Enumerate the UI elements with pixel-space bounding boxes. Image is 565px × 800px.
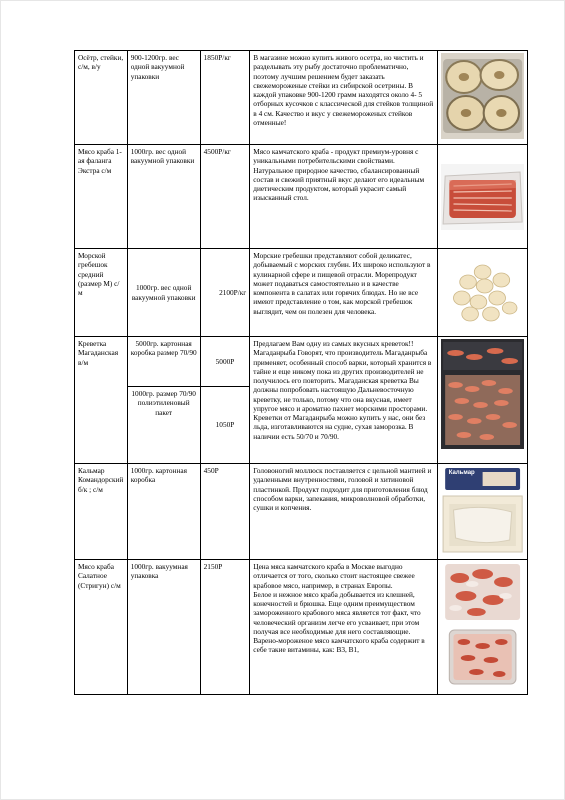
product-price: 1850Р/кг <box>200 51 250 145</box>
product-image-cell <box>437 560 527 695</box>
product-description: Морские гребешки представляют собой деликатес, добываемый с морских глубин. Их широко используют в кулинарной сфере и пищевой отрасли. Морепродукт может подаваться самостоятельно и в качестве компонента в салатах или горячих блюдах. Но не все имеют представление о том, как морской гребешок выглядит, чем он полезен для человека. <box>250 249 437 337</box>
product-price: 5000Р <box>200 337 250 387</box>
product-price: 2100Р/кг <box>200 249 250 337</box>
table-row <box>75 51 528 145</box>
product-image-cell <box>437 145 527 249</box>
product-price: 4500Р/кг <box>200 145 250 249</box>
product-name: Осётр, стейки, с/м, в/у <box>75 51 128 145</box>
squid-box-photo <box>441 466 524 554</box>
product-price: 450Р <box>200 464 250 560</box>
product-image-cell <box>437 337 527 464</box>
product-description: Предлагаем Вам одну из самых вкусных креветок!! Магаданрыба Говорят, что производитель Магаданрыба применяет, особенный способ варки, который хранится в тайне и еще никому пока из других производителей не получилось его повторить. Магаданская креветка Вы должны попробовать настоящую Дальневосточную креветку, не только, потому что она вкусная, имеет упругое мясо и ароматно пахнет морскими просторами. Креветки от Магаданрыба можно купить у нас, они без льда, изготавливаются на судне, сухая заморозка. В наличии есть 50/70 и 70/90. <box>250 337 437 464</box>
product-pack: 1000гр. вес одной вакуумной упаковки <box>127 145 200 249</box>
product-pack: 900-1200гр. вес одной вакуумной упаковки <box>127 51 200 145</box>
product-image-cell <box>437 51 527 145</box>
product-name: Морской гребешок средний (размер М) с/м <box>75 249 128 337</box>
table-row <box>75 145 528 249</box>
product-price: 2150Р <box>200 560 250 695</box>
product-pack: 1000гр. вакуумная упаковка <box>127 560 200 695</box>
table-row <box>75 560 528 695</box>
product-name: Кальмар Командорский б/к ; с/м <box>75 464 128 560</box>
product-name: Мясо краба 1-ая фаланга Экстра с/м <box>75 145 128 249</box>
product-pack: 5000гр. картонная коробка размер 70/90 <box>127 337 200 387</box>
product-image-cell <box>437 249 527 337</box>
product-pack: 1000гр. вес одной вакуумной упаковки <box>127 249 200 337</box>
product-pack: 1000гр. картонная коробка <box>127 464 200 560</box>
product-table <box>74 50 528 695</box>
crab-phalanx-photo <box>441 164 524 230</box>
table-row <box>75 249 528 337</box>
table-row <box>75 337 528 387</box>
product-description: Цена мяса камчатского краба в Москве выгодно отличается от того, сколько стоит настоящее свежее крабовое мясо, например, в странах Европы. Белое и нежное мясо краба добывается из клешней, конечностей и брюшка. Еще одним преимуществом замороженного крабового мяса является тот факт, что человеческий организм легче его усваивает, при этом получая все необходимые для него составляющие. Варено-мороженое мясо камчатского краба содержит в себе такие витамины, как: В3, В1, <box>250 560 437 695</box>
scallops-photo <box>441 262 524 324</box>
crab-salad-meat-photo <box>441 562 524 688</box>
product-description: Мясо камчатского краба - продукт премиум-уровня с уникальными потребительскими свойствами. Натуральное природное качество, сбалансированный состав и свежий приятный вкус делают его идеальным диетическим продуктом, который украсит самый изысканный стол. <box>250 145 437 249</box>
product-description: Головоногий моллюск поставляется с цельной мантией и удаленными внутренностями, головой и хитиновой пластинкой. Продукт подходит для приготовления блюд способом варки, запекания, микроволновой обработки, сушки и копчения. <box>250 464 437 560</box>
table-row <box>75 464 528 560</box>
squid-box-label: Кальмар <box>448 470 475 476</box>
sturgeon-steaks-photo <box>441 53 524 139</box>
product-pack: 1000гр. размер 70/90 полиэтиленовый пакет <box>127 387 200 464</box>
product-name: Креветка Магаданская в/м <box>75 337 128 464</box>
product-description: В магазине можно купить живого осетра, но чистить и разделывать эту рыбу достаточно проблематично, поэтому лучшим решением будет заказать свежемороженые стейки из сибирской осетрины. В каждой упаковке 900-1200 грамм находятся около 4- 5 отборных кусочков с классической для стейков толщиной в 4 см. Качество и вкус у свежемороженых стейков отменные! <box>250 51 437 145</box>
product-price: 1050Р <box>200 387 250 464</box>
product-image-cell <box>437 464 527 560</box>
product-name: Мясо краба Салатное (Стригун) с/м <box>75 560 128 695</box>
magadan-shrimp-photo <box>441 339 524 449</box>
